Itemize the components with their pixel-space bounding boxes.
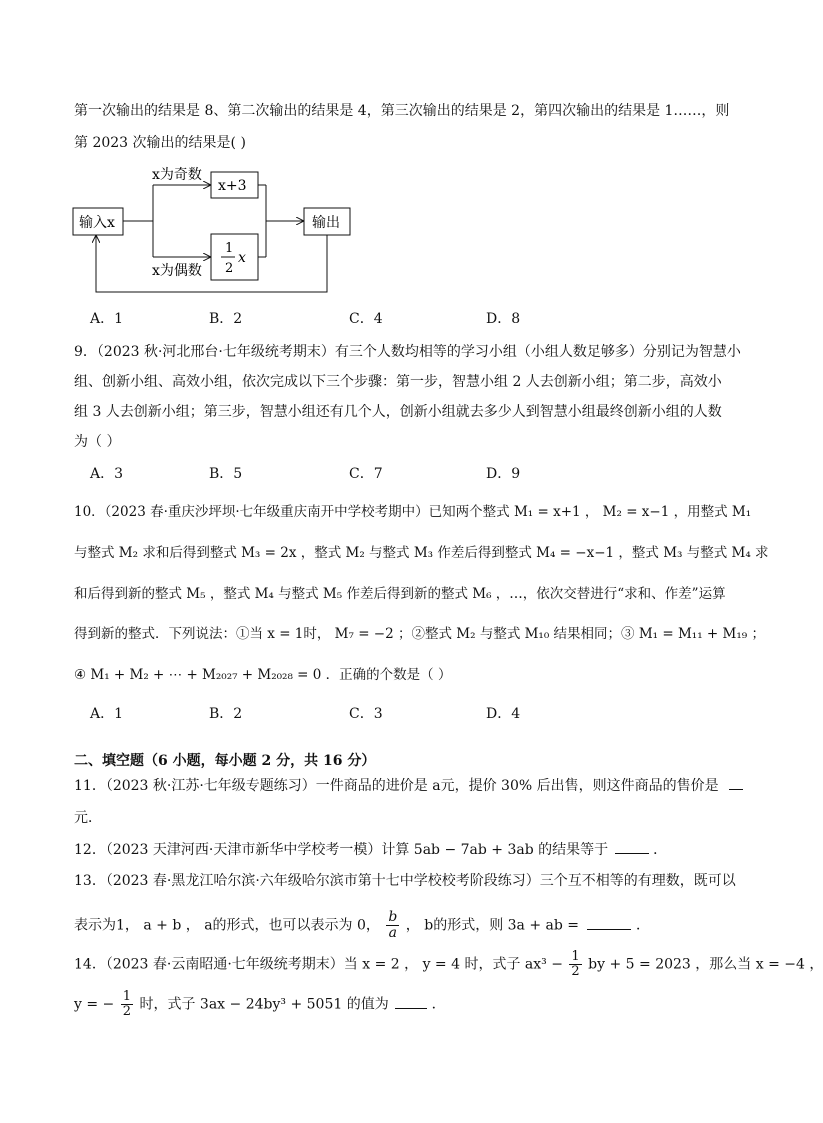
q14-line-2 [74,990,446,1019]
even-op-den: 2 [225,261,234,276]
q8-option-d: D．8 [486,311,521,327]
q10-line-5: ④ M₁ + M₂ + ⋯ + M₂₀₂₇ + M₂₀₂₈ = 0 ．正确的个数是（ ） [74,667,452,683]
section-2-title: 二、填空题（6 小题，每小题 2 分，共 16 分） [74,753,376,769]
q14-text-a: 14．（2023 春·云南昭通·七年级统考期末）当 x = 2 ， y = 4 时，式子 ax³ − [74,956,563,973]
q8-line-1: 第一次输出的结果是 8、第二次输出的结果是 4，第三次输出的结果是 2，第四次输出的结果是 1……，则 [74,103,730,119]
q9-option-b: B．5 [209,466,243,482]
odd-op-label: x+3 [218,178,247,194]
q10-line-1: 10．（2023 春·重庆沙坪坝·七年级重庆南开中学校考期中）已知两个整式 M₁ = x+1 ， M₂ = x−1 ，用整式 M₁ [74,504,752,520]
q14-answer-blank[interactable] [395,996,427,1009]
q11-answer-blank[interactable] [729,777,743,790]
q8-option-a: A．1 [90,311,124,327]
even-op-var: x [238,250,246,266]
q14-tail: ． [431,996,446,1013]
q13-text-b: ， b的形式，则 3a + ab = [405,917,580,934]
q10-option-a: A．1 [90,706,124,722]
q14-half-den-1: 2 [571,964,580,979]
q13-tail: ． [635,917,650,934]
q14-half-fraction-1 [569,950,581,979]
even-condition: x为偶数 [152,263,202,279]
q9-option-c: C．7 [349,466,383,482]
q11-line-1 [74,776,743,796]
q12-tail: ． [653,842,668,858]
q14-half-num-1: 1 [571,949,580,964]
q13-line-1: 13．（2023 春·黑龙江哈尔滨·六年级哈尔滨市第十七中学校校考阶段练习）三个互不相等的有理数，既可以 [74,873,736,889]
q13-frac-den: a [388,925,398,941]
q9-option-a: A．3 [90,466,124,482]
q14-text-c: y = − [74,996,115,1013]
q14-text-d: 时，式子 3ax − 24by³ + 5051 的值为 [139,996,389,1013]
q14-half-num-2: 1 [122,989,132,1004]
q12-text: 12．（2023 天津河西·天津市新华中学校考一模）计算 5ab − 7ab + 3ab 的结果等于 [74,842,609,858]
q10-option-c: C．3 [349,706,383,722]
flowchart [0,0,794,310]
q14-half-den-2: 2 [122,1004,132,1019]
q9-line-3: 组 3 人去创新小组；第三步，智慧小组还有几个人，创新小组就去多少人到智慧小组最终创新小组的人数 [74,404,722,420]
q11-line-2: 元． [74,810,102,826]
output-label: 输出 [312,215,340,231]
q9-line-4: 为（ ） [74,434,121,450]
q9-option-d: D．9 [486,466,521,482]
q13-frac-num: b [388,909,398,925]
q14-half-fraction-2 [121,990,133,1019]
q10-option-b: B．2 [209,706,243,722]
odd-condition: x为奇数 [152,167,202,183]
q10-option-d: D．4 [486,706,521,722]
q13-line-2 [74,910,650,941]
q12-line-1 [74,840,667,860]
input-label: 输入x [79,215,115,231]
q13-answer-blank[interactable] [587,917,631,930]
q12-answer-blank[interactable] [615,841,649,854]
q8-option-c: C．4 [349,311,383,327]
q9-line-1: 9．（2023 秋·河北邢台·七年级统考期末）有三个人数均相等的学习小组（小组人数足够多）分别记为智慧小 [74,344,741,360]
q13-text-a: 表示为1， a + b ， a的形式，也可以表示为 0， [74,917,380,934]
q14-text-b: by + 5 = 2023 ，那么当 x = −4 ， [588,956,823,973]
q8-option-b: B．2 [209,311,243,327]
q10-line-4: 得到新的整式．下列说法：①当 x = 1时， M₇ = −2 ；②整式 M₂ 与整式 M₁₀ 结果相同；③ M₁ = M₁₁ + M₁₉ ； [74,626,765,642]
q14-line-1 [74,950,823,979]
q8-line-2: 第 2023 次输出的结果是( ) [74,135,246,151]
q10-line-3: 和后得到新的整式 M₅ ，整式 M₄ 与整式 M₅ 作差后得到新的整式 M₆ ，…，依次交替进行“求和、作差”运算 [74,586,726,602]
q10-line-2: 与整式 M₂ 求和后得到整式 M₃ = 2x ，整式 M₂ 与整式 M₃ 作差后得到整式 M₄ = −x−1 ，整式 M₃ 与整式 M₄ 求 [74,545,769,561]
q13-fraction [386,910,399,941]
q11-text: 11．（2023 秋·江苏·七年级专题练习）一件商品的进价是 a元，提价 30% 后出售，则这件商品的售价是 [74,778,719,794]
q9-line-2: 组、创新小组、高效小组，依次完成以下三个步骤：第一步，智慧小组 2 人去创新小组；第二步，高效小 [74,374,722,390]
even-op-num: 1 [225,241,234,256]
